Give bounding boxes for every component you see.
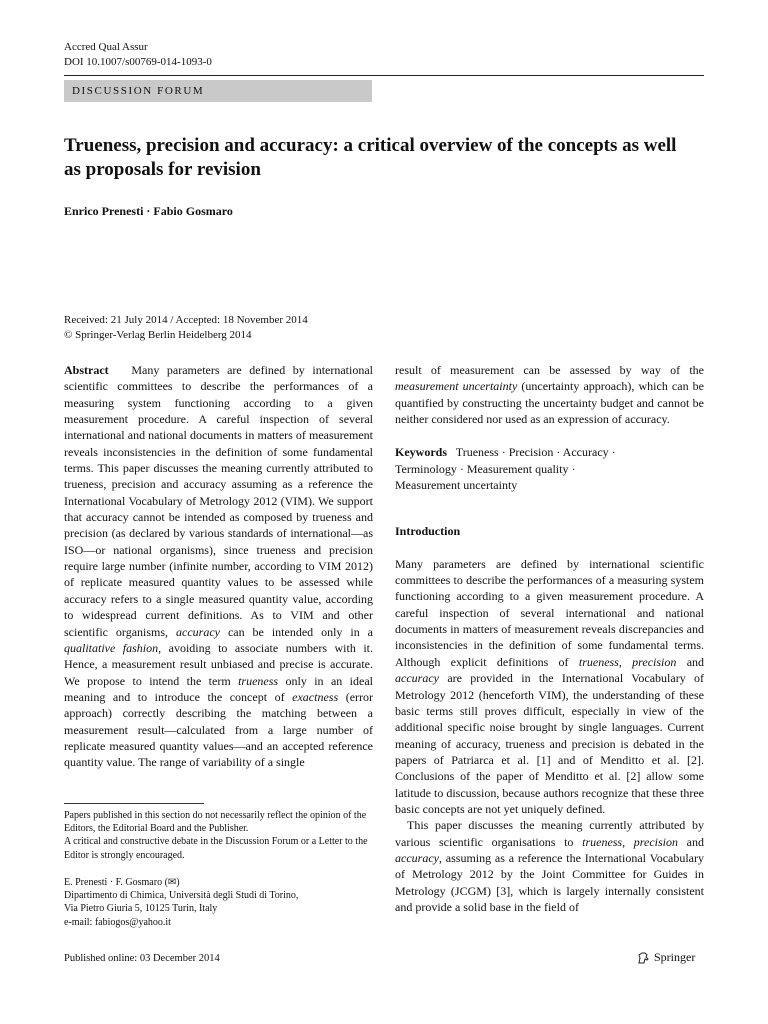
intro-p1-part-a: Many parameters are defined by international scientific committees to describe the performances of a measuring system functioning according to a given measurement procedure. A careful inspection of several international and national documents in matters of measurement reveals discrepancies and inconsistencies in the definition of some fundamental terms. Although explicit definitions of [395, 556, 704, 669]
intro-p2-part-b: , assuming as a reference the International Vocabulary of Metrology 2012 by the Joint Committee for Guides in Metrology (JCGM) [3], which is largely internally consistent and provide a solid base in the field of [395, 850, 704, 914]
footnote-rule [64, 803, 204, 804]
springer-horse-icon [636, 951, 650, 965]
intro-paragraph-1 [395, 556, 704, 818]
editorial-note-2: A critical and constructive debate in the Discussion Forum or a Letter to the Editor is strongly encouraged. [64, 836, 368, 861]
abstract-part-5-left: (error approach) correctly describing the matching between a measurement result—calculated from a large number of replicate measured quantity values—and an accepted reference quantity value. The range of variability of a single [64, 689, 374, 770]
intro2-accuracy: accuracy [395, 850, 439, 865]
intro-precision: precision [632, 654, 677, 669]
affiliation-email[interactable]: e-mail: fabiogos@yahoo.it [64, 916, 171, 928]
journal-header [64, 40, 212, 70]
keywords-label: Keywords [395, 445, 447, 460]
abstract-part-1: Many parameters are defined by international scientific committees to describe the performances of a measuring system functioning according to a given measurement procedure. A careful inspection of several international and national documents in matters of measurement reveals inconsistencies in the definition of some fundamental terms. This paper discusses the meaning currently attributed to trueness, precision and accuracy assuming as a reference the International Vocabulary of Metrology 2012 (VIM). We support that accuracy cannot be intended as composed by trueness and precision (as declared by various standards of international—as ISO—or national organisms), since trueness and precision require large number (infinite number, according to VIM 2012) of replicate measured quantity values to be assessed while accuracy refers to a single measured quantity value, according to widespread current definitions. As to VIM and other scientific organisms, [64, 363, 374, 639]
article-dates [64, 313, 308, 343]
abstract-column [64, 362, 373, 771]
abstract-exactness: exactness [292, 689, 339, 704]
journal-name: Accred Qual Assur [64, 41, 148, 53]
abstract-qualitative: qualitative fashion [64, 640, 159, 655]
editorial-note [64, 809, 373, 862]
intro2-trueness: trueness [582, 834, 623, 849]
published-online: Published online: 03 December 2014 [64, 953, 220, 964]
abstract-continued [395, 362, 704, 427]
journal-doi[interactable]: DOI 10.1007/s00769-014-1093-0 [64, 56, 212, 68]
right-column [395, 362, 704, 915]
intro-trueness: trueness [578, 654, 619, 669]
abstract-accuracy: accuracy [176, 624, 220, 639]
affiliation-address: Via Pietro Giuria 5, 10125 Turin, Italy [64, 903, 218, 915]
abstract-text [64, 362, 373, 771]
author-affiliation [64, 876, 373, 929]
abstract-part-2: can be intended only in a [227, 624, 373, 639]
abstract-part-3: , avoiding to associate numbers with it. Hence, a measurement result unbiased and precise is accurate. We propose to intend the term [64, 640, 373, 688]
article-authors: Enrico Prenesti · Fabio Gosmaro [64, 204, 233, 218]
intro-paragraph-2: This paper discusses the meaning currently attributed by various scientific organisations to trueness, precision and accuracy, assuming as a reference the International Vocabulary of Metrology 2012 by the Joint Committee for Guides in Metrology (JCGM) [3], which is largely internally consistent and provide a solid base in the field of [395, 818, 704, 914]
abstract-part-5-right: result of measurement can be assessed by way of the [395, 363, 704, 377]
affiliation-names: E. Prenesti · F. Gosmaro (✉) [64, 877, 180, 888]
section-label: DISCUSSION FORUM [64, 80, 372, 102]
intro-comma: , [618, 654, 622, 669]
publisher-name: Springer [654, 950, 696, 964]
editorial-note-1: Papers published in this section do not necessarily reflect the opinion of the Editors, the Editorial Board and the Publisher. [64, 810, 367, 835]
intro2-precision: precision [633, 834, 678, 849]
keywords [395, 444, 704, 493]
abstract-label: Abstract [64, 363, 109, 377]
keywords-line-2: Terminology · Measurement quality · [395, 461, 576, 476]
affiliation-department: Dipartimento di Chimica, Università degli Studi di Torino, [64, 890, 299, 902]
received-accepted: Received: 21 July 2014 / Accepted: 18 November 2014 [64, 314, 308, 326]
intro-p2-part-a: This paper discusses the meaning currently attributed by various scientific organisations to [395, 818, 704, 849]
article-title: Trueness, precision and accuracy: a critical overview of the concepts as well as proposals for revision [64, 135, 677, 180]
intro-p1-part-b: are provided in the International Vocabulary of Metrology 2012 (henceforth VIM), the understanding of these basic terms still proves difficult, especially in view of the additional specific noise brought by single languages. Current meaning of accuracy, trueness and precision is debated in the papers of Patriarca et al. [1] and of Menditto et al. [2]. Conclusions of the paper of Menditto et al. [2] allow some latitude to discussion, because authors recognize that these three basic concepts are not yet uniquely defined. [395, 671, 705, 816]
intro2-and: and [686, 834, 704, 849]
header-rule [64, 75, 704, 76]
publisher-logo [636, 950, 695, 965]
keywords-line-3: Measurement uncertainty [395, 478, 518, 493]
copyright: © Springer-Verlag Berlin Heidelberg 2014 [64, 329, 252, 341]
intro-and: and [686, 654, 705, 669]
intro-accuracy: accuracy [395, 671, 439, 686]
abstract-trueness: trueness [238, 673, 279, 688]
abstract-measurement-uncertainty: measurement uncertainty [395, 379, 518, 394]
abstract-part-6: (uncertainty approach), which can be quantified by constructing the uncertainty budget and cannot be neither considered nor used as an expression of accuracy. [395, 379, 704, 427]
keywords-line-1: Trueness · Precision · Accuracy · [455, 445, 616, 460]
introduction-heading: Introduction [395, 524, 461, 539]
abstract-part-4: only in an ideal meaning and to introduce the concept of [64, 673, 373, 704]
